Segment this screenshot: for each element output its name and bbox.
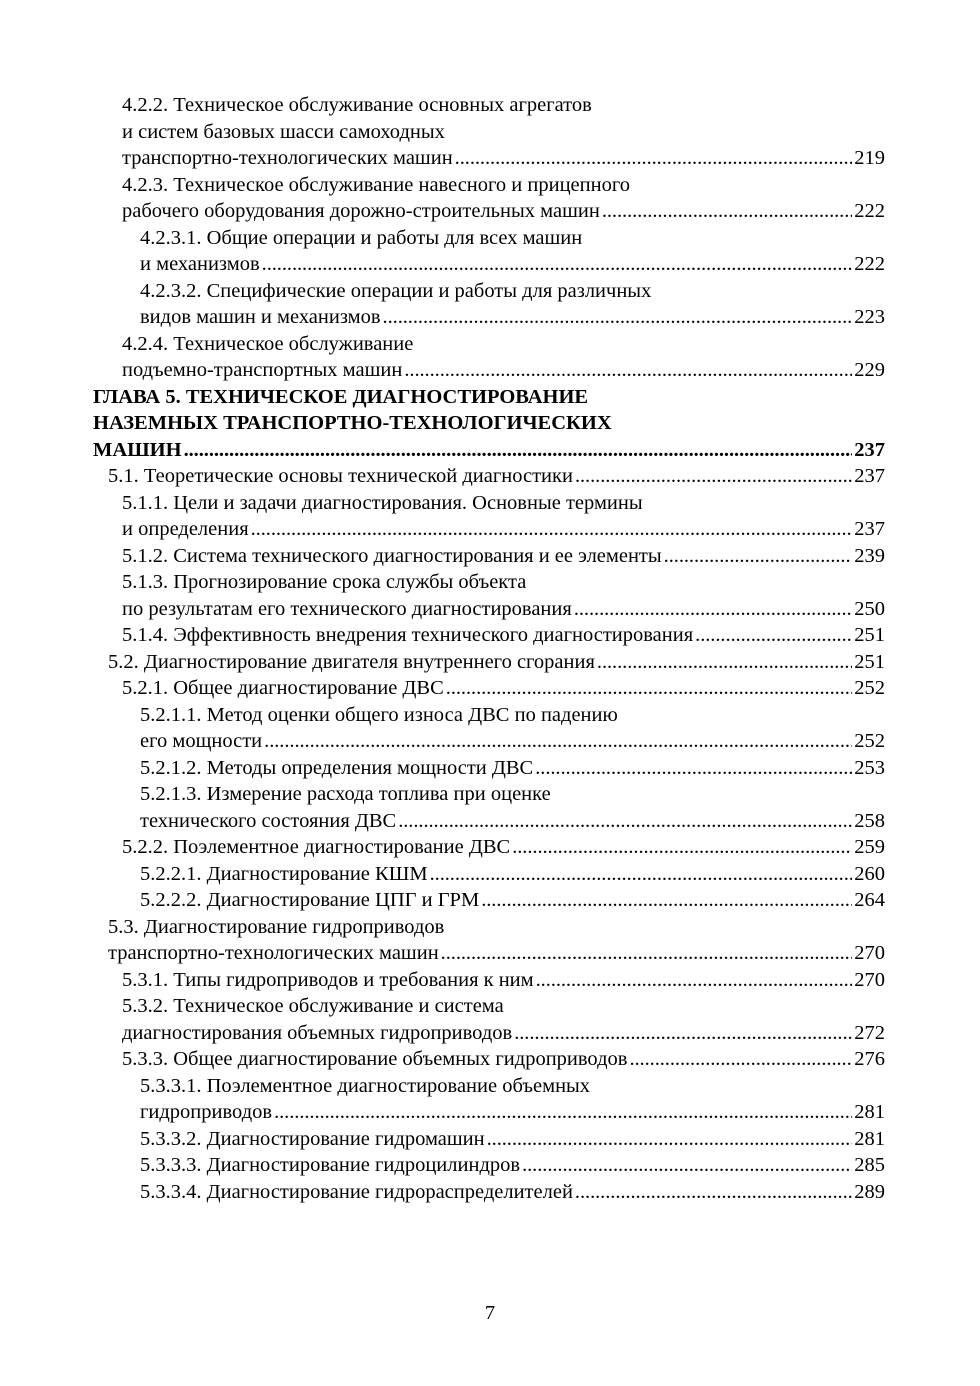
dot-leader [574, 596, 852, 623]
toc-entry-title: 5.2.1.1. Метод оценки общего износа ДВС по падению [140, 703, 618, 726]
toc-entry-title: подъемно-транспортных машин [122, 359, 403, 381]
toc-entry-title: 5.3.3. Общее диагностирование объемных гидроприводов [122, 1048, 628, 1070]
toc-entry-title: 5.3.3.4. Диагностирование гидрораспределителей [140, 1180, 573, 1203]
toc-entry-title: гидроприводов [140, 1101, 273, 1123]
toc-entry-line [108, 914, 885, 941]
toc-entry-title: 4.2.3.2. Специфические операции и работы для различных [140, 279, 652, 302]
toc-entry-line [140, 1073, 885, 1100]
dot-leader [262, 251, 853, 278]
toc-entry-title: 4.2.3. Техническое обслуживание навесного и прицепного [122, 173, 630, 196]
toc-entry-title: 4.2.4. Техническое обслуживание [122, 332, 414, 355]
toc-entry-title: рабочего оборудования дорожно-строительных машин [122, 200, 600, 222]
toc-entry[interactable] [122, 198, 885, 225]
toc-entry[interactable] [122, 543, 885, 570]
toc-entry-title: 5.3. Диагностирование гидроприводов [108, 915, 445, 938]
toc-entry[interactable] [140, 1179, 885, 1206]
toc-entry[interactable] [122, 1046, 885, 1073]
toc-entry-line [140, 702, 885, 729]
toc-page-number: 219 [854, 147, 885, 169]
toc-entry-title: 5.1.1. Цели и задачи диагностирования. Основные термины [122, 491, 643, 514]
toc-entry-title: и механизмов [140, 253, 260, 275]
toc-page-number: 223 [854, 306, 885, 328]
toc-page-number: 264 [854, 889, 885, 911]
toc-page-number: 251 [854, 650, 885, 673]
toc-entry-title: 5.1.2. Система технического диагностирования и ее элементы [122, 544, 662, 567]
toc-page-number: 281 [854, 1101, 885, 1123]
toc-page-number: 272 [854, 1021, 885, 1044]
toc-entry[interactable] [140, 755, 885, 782]
toc-entry-line [122, 993, 885, 1020]
dot-leader [535, 755, 852, 782]
dot-leader [398, 808, 852, 835]
toc-entry-title: 5.2.2. Поэлементное диагностирование ДВС [122, 836, 511, 858]
toc-entry[interactable] [122, 675, 885, 702]
toc-entry[interactable] [122, 622, 885, 649]
toc-entry-title: его мощности [140, 730, 263, 752]
toc-page-number: 237 [854, 518, 885, 540]
toc-page-number: 251 [854, 624, 885, 646]
toc-entry-line [140, 278, 885, 305]
toc-entry-title: и определения [122, 518, 249, 540]
toc-page-number: 285 [854, 1154, 885, 1176]
toc-entry[interactable] [140, 1126, 885, 1153]
toc-entry-line [122, 172, 885, 199]
toc-page-number: 281 [854, 1127, 885, 1150]
toc-entry[interactable] [140, 251, 885, 278]
toc-page-number: 259 [854, 836, 885, 858]
toc-page-number: 237 [854, 438, 885, 461]
dot-leader [383, 304, 853, 331]
toc-page-number: 260 [854, 862, 885, 885]
dot-leader [695, 622, 852, 649]
toc-entry[interactable] [122, 596, 885, 623]
toc-entry[interactable] [122, 145, 885, 172]
dot-leader [487, 1126, 853, 1153]
toc-entry-line [93, 384, 885, 411]
toc-entry[interactable] [122, 357, 885, 384]
toc-entry[interactable] [140, 861, 885, 888]
toc-entry[interactable] [140, 887, 885, 914]
dot-leader [404, 357, 852, 384]
toc-entry-line [122, 119, 885, 146]
dot-leader [629, 1046, 852, 1073]
table-of-contents [0, 92, 980, 1205]
dot-leader [184, 437, 853, 464]
toc-entry-title: 5.3.3.2. Диагностирование гидромашин [140, 1127, 485, 1150]
toc-page-number: 237 [854, 465, 885, 487]
toc-entry[interactable] [122, 834, 885, 861]
toc-entry-title: 5.1. Теоретические основы технической диагностики [108, 465, 573, 487]
toc-entry-title: видов машин и механизмов [140, 306, 381, 328]
toc-page-number: 250 [854, 597, 885, 620]
toc-entry[interactable] [122, 516, 885, 543]
toc-entry[interactable] [140, 728, 885, 755]
toc-entry[interactable] [140, 808, 885, 835]
toc-entry[interactable] [108, 649, 885, 676]
dot-leader [455, 145, 853, 172]
toc-entry-title: 5.2.1.2. Методы определения мощности ДВС [140, 756, 534, 779]
toc-entry-title: 5.3.2. Техническое обслуживание и система [122, 995, 504, 1017]
toc-page-number: 252 [854, 730, 885, 752]
toc-entry-title: диагностирования объемных гидроприводов [122, 1021, 513, 1044]
toc-entry-title: 5.3.3.1. Поэлементное диагностирование объемных [140, 1074, 591, 1097]
toc-entry-line [122, 331, 885, 358]
toc-entry[interactable] [140, 1152, 885, 1179]
toc-entry-title: НАЗЕМНЫХ ТРАНСПОРТНО-ТЕХНОЛОГИЧЕСКИХ [93, 412, 612, 434]
dot-leader [481, 887, 852, 914]
dot-leader [441, 940, 853, 967]
toc-entry-title: 5.3.1. Типы гидроприводов и требования к ним [122, 968, 534, 991]
toc-page-number: 253 [854, 756, 885, 779]
toc-entry-line [140, 225, 885, 252]
toc-entry-title: транспортно-технологических машин [122, 147, 453, 169]
toc-entry-title: 5.2.1. Общее диагностирование ДВС [122, 677, 444, 699]
toc-page-number: 239 [854, 544, 885, 567]
toc-entry-title: 5.1.3. Прогнозирование срока службы объекта [122, 571, 527, 593]
toc-entry[interactable] [140, 1099, 885, 1126]
toc-entry-title: и систем базовых шасси самоходных [122, 120, 445, 143]
toc-entry-line [93, 410, 885, 437]
toc-entry-line [140, 781, 885, 808]
dot-leader [575, 1179, 852, 1206]
dot-leader [512, 834, 852, 861]
toc-page-number: 229 [854, 359, 885, 381]
toc-page-number: 222 [854, 200, 885, 222]
dot-leader [446, 675, 852, 702]
toc-entry-title: 4.2.3.1. Общие операции и работы для всех машин [140, 226, 583, 249]
dot-leader [264, 728, 852, 755]
toc-entry[interactable] [93, 437, 885, 464]
toc-entry-title: МАШИН [93, 438, 182, 461]
toc-page-number: 222 [854, 253, 885, 275]
toc-entry[interactable] [108, 463, 885, 490]
toc-entry-line [122, 490, 885, 517]
toc-page-number: 258 [854, 809, 885, 832]
toc-entry-line [122, 92, 885, 119]
toc-page-number: 270 [854, 968, 885, 991]
dot-leader [274, 1099, 852, 1126]
toc-entry-title: ГЛАВА 5. ТЕХНИЧЕСКОЕ ДИАГНОСТИРОВАНИЕ [93, 385, 589, 408]
dot-leader [602, 198, 852, 225]
toc-entry-title: 5.2.2.1. Диагностирование КШМ [140, 862, 428, 885]
toc-entry-title: 5.2.2.2. Диагностирование ЦПГ и ГРМ [140, 889, 480, 911]
toc-entry-title: 5.2. Диагностирование двигателя внутреннего сгорания [108, 650, 595, 673]
toc-entry-line [122, 569, 885, 596]
dot-leader [575, 463, 852, 490]
toc-entry-title: 5.1.4. Эффективность внедрения технического диагностирования [122, 624, 694, 646]
dot-leader [251, 516, 853, 543]
toc-page-number: 252 [854, 677, 885, 699]
toc-entry[interactable] [122, 1020, 885, 1047]
page-number: 7 [484, 1302, 496, 1324]
dot-leader [514, 1020, 852, 1047]
toc-entry-title: 5.2.1.3. Измерение расхода топлива при оценке [140, 783, 551, 805]
dot-leader [597, 649, 852, 676]
toc-entry[interactable] [140, 304, 885, 331]
dot-leader [522, 1152, 852, 1179]
toc-entry[interactable] [122, 967, 885, 994]
toc-entry-title: 4.2.2. Техническое обслуживание основных агрегатов [122, 94, 592, 116]
toc-page-number: 289 [854, 1180, 885, 1203]
toc-entry-title: технического состояния ДВС [140, 809, 397, 832]
toc-page-number: 276 [854, 1048, 885, 1070]
toc-entry-title: по результатам его технического диагностирования [122, 597, 572, 620]
toc-page-number: 270 [854, 942, 885, 964]
toc-entry-title: 5.3.3.3. Диагностирование гидроцилиндров [140, 1154, 521, 1176]
dot-leader [664, 543, 853, 570]
dot-leader [536, 967, 853, 994]
toc-entry[interactable] [108, 940, 885, 967]
toc-entry-title: транспортно-технологических машин [108, 942, 439, 964]
dot-leader [430, 861, 853, 888]
